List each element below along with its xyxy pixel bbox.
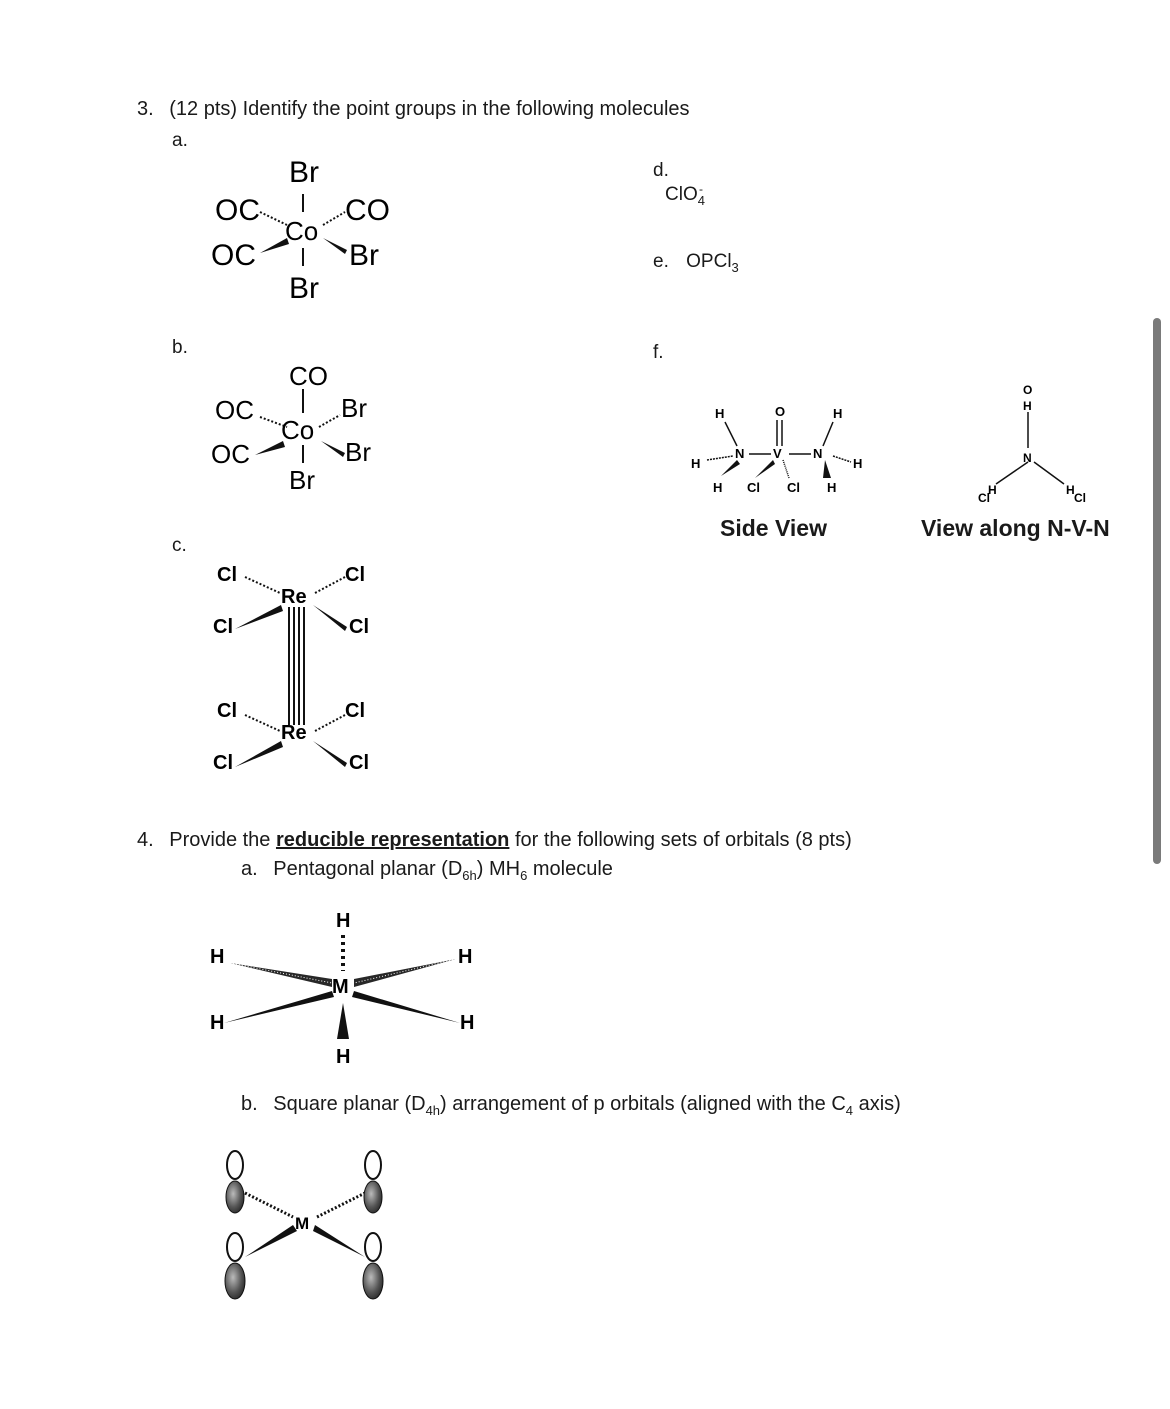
mol-b-oc-left-top: OC <box>215 395 254 425</box>
mol-a-oc-left-top: OC <box>215 194 260 227</box>
vertical-scrollbar[interactable] <box>1153 318 1161 864</box>
q3-heading <box>137 98 690 121</box>
p-orbital-metal: M <box>295 1214 310 1233</box>
f-side-h3: H <box>691 456 701 471</box>
mol-c-cl-4: Cl <box>349 616 369 638</box>
q4b-sub2: 4 <box>845 1103 854 1118</box>
f-side-h2: H <box>833 406 843 421</box>
f-axial-h: H <box>1023 399 1032 413</box>
mol-a-br-right: Br <box>349 239 379 272</box>
mol-a-br-top: Br <box>289 156 319 189</box>
molecule-f-side-view <box>685 398 885 508</box>
f-side-cl1: Cl <box>747 480 760 495</box>
mh6-h-upper-left: H <box>210 946 225 968</box>
mol-c-cl-1: Cl <box>217 564 237 586</box>
q4b-text-3: axis) <box>853 1093 901 1115</box>
q3-title: (12 pts) Identify the point groups in the following molecules <box>169 98 690 120</box>
f-axial-h2: H <box>1066 483 1075 497</box>
mol-c-cl-5: Cl <box>217 700 237 722</box>
q4-emphasis: reducible representation <box>275 829 510 851</box>
molecule-a-diagram <box>205 150 405 310</box>
q4-number: 4. <box>137 829 154 851</box>
q3e-formula: OPCl <box>686 251 732 272</box>
mol-a-br-bottom: Br <box>289 272 319 305</box>
q3d <box>653 160 724 208</box>
q4a-text-1: Pentagonal planar (D <box>273 858 463 880</box>
q3e <box>653 251 739 275</box>
f-side-h1: H <box>715 406 725 421</box>
q3a-label: a. <box>172 130 188 151</box>
q4b-sub: 4h <box>425 1103 441 1118</box>
q4a-label: a. <box>241 858 258 880</box>
mh6-h-upper-right: H <box>458 946 473 968</box>
mol-a-oc-left-bottom: OC <box>211 239 256 272</box>
f-side-h6: H <box>827 480 837 495</box>
f-axial-n: N <box>1023 451 1032 465</box>
q4-text-after: for the following sets of orbitals (8 pts) <box>509 829 852 851</box>
mh6-h-top: H <box>336 910 351 932</box>
q3-number: 3. <box>137 98 154 120</box>
f-axial-cl2: Cl <box>1074 491 1086 505</box>
mol-b-co-top: CO <box>289 361 328 391</box>
p-orbital-diagram <box>205 1145 405 1310</box>
f-side-view-caption: Side View <box>720 515 827 541</box>
q3d-sup: - <box>698 182 703 196</box>
f-side-v: V <box>773 446 782 461</box>
mh6-metal: M <box>332 976 349 998</box>
f-axial-h1: H <box>988 483 997 497</box>
q4-heading <box>137 829 852 852</box>
q3d-sub: 4 <box>697 193 705 209</box>
f-axial-cl1: Cl <box>978 491 990 505</box>
q4b-text-1: Square planar (D <box>273 1093 426 1115</box>
q4a-text-3: molecule <box>527 858 613 880</box>
mh6-diagram <box>200 905 500 1070</box>
q3e-label: e. <box>653 251 669 272</box>
q4a-sub: 6h <box>462 868 477 883</box>
mol-a-co-right-top: CO <box>345 194 390 227</box>
mh6-h-lower-left: H <box>210 1012 225 1034</box>
molecule-c-diagram <box>205 555 405 785</box>
mol-b-br-bottom: Br <box>289 465 315 495</box>
f-side-n2: N <box>813 446 823 461</box>
q3c-label: c. <box>172 535 187 556</box>
mh6-h-lower-right: H <box>460 1012 475 1034</box>
q3d-formula: ClO <box>665 184 698 206</box>
mh6-h-bottom: H <box>336 1046 351 1068</box>
mol-c-re-top: Re <box>281 586 307 608</box>
f-side-o: O <box>775 404 786 419</box>
f-axial-o: O <box>1023 383 1033 397</box>
q3d-label: d. <box>653 160 669 181</box>
q4a-sub2: 6 <box>520 868 528 883</box>
q4a-text-2: ) MH <box>476 858 521 880</box>
mol-c-cl-8: Cl <box>349 752 369 774</box>
mol-b-metal: Co <box>281 415 315 445</box>
q3e-sub: 3 <box>731 259 739 275</box>
f-side-h4: H <box>853 456 863 471</box>
f-side-n1: N <box>735 446 745 461</box>
mol-b-br-right-bottom: Br <box>345 437 371 467</box>
molecule-f-axial-view <box>960 378 1110 510</box>
f-axial-view-caption: View along N-V-N <box>921 515 1110 541</box>
mol-c-cl-6: Cl <box>345 700 365 722</box>
q4b-label: b. <box>241 1093 258 1115</box>
q4a-text <box>241 858 613 883</box>
f-side-cl2: Cl <box>787 480 800 495</box>
mol-a-metal: Co <box>285 216 319 246</box>
mol-c-cl-2: Cl <box>345 564 365 586</box>
q4-text-before: Provide the <box>169 829 276 851</box>
mol-c-cl-7: Cl <box>213 752 233 774</box>
q3f-label: f. <box>653 342 664 363</box>
mol-c-re-bottom: Re <box>281 722 307 744</box>
molecule-b-diagram <box>205 355 405 505</box>
mol-c-cl-3: Cl <box>213 616 233 638</box>
mol-b-oc-left-bottom: OC <box>211 439 250 469</box>
q4b-text-2: ) arrangement of p orbitals (aligned with the C <box>440 1093 846 1115</box>
q3b-label: b. <box>172 337 188 358</box>
mol-b-br-right-top: Br <box>341 393 367 423</box>
q4b-text <box>241 1093 901 1118</box>
f-side-h5: H <box>713 480 723 495</box>
